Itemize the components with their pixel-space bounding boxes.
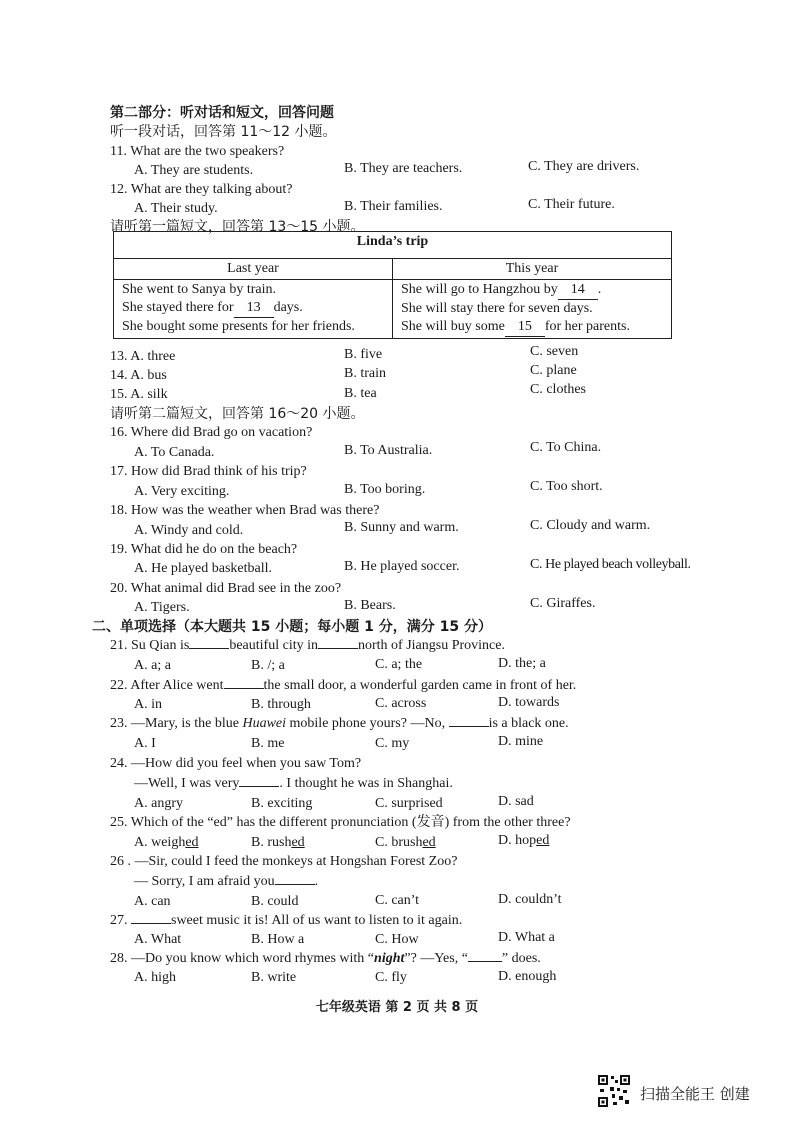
q15-option-c: C. clothes	[530, 382, 586, 397]
q27-option-a: A. What	[134, 932, 182, 947]
q18-option-b: B. Sunny and warm.	[344, 520, 459, 535]
table-col-this-year: This year	[393, 259, 672, 280]
table-left-cell	[114, 280, 393, 339]
q24-blank	[239, 786, 279, 787]
right-row-1: She will go to Hangzhou by 14 .	[401, 281, 663, 300]
passage1-intro: 请听第一篇短文，回答第 13～15 小题。	[110, 219, 365, 235]
q20-stem: 20. What animal did Brad see in the zoo?	[110, 581, 342, 596]
q15-option-b: B. tea	[344, 386, 377, 401]
q21-blank-2	[318, 648, 358, 649]
q16-option-a: A. To Canada.	[134, 445, 215, 460]
q21-option-b: B. /; a	[251, 658, 285, 673]
q26-option-b: B. could	[251, 894, 299, 909]
q11-option-c: C. They are drivers.	[528, 159, 640, 174]
q21-option-d: D. the; a	[498, 656, 546, 671]
q21-blank-1	[189, 648, 229, 649]
q24-option-c: C. surprised	[375, 796, 443, 811]
q27-option-b: B. How a	[251, 932, 305, 947]
q24-option-b: B. exciting	[251, 796, 313, 811]
q20-option-b: B. Bears.	[344, 598, 396, 613]
table-title: Linda’s trip	[114, 232, 672, 259]
qr-code-icon	[597, 1074, 631, 1108]
q19-option-a: A. He played basketball.	[134, 561, 273, 576]
q26-blank	[275, 884, 315, 885]
q16-option-c: C. To China.	[530, 440, 602, 455]
left-row-1: She went to Sanya by train.	[122, 282, 276, 297]
q15-option-a: 15. A. silk	[110, 387, 168, 402]
q23-brand: Huawei	[242, 716, 287, 731]
q28-word: night	[374, 951, 405, 966]
q22-stem: 22. After Alice went the small door, a wonderful garden came in front of her.	[110, 678, 577, 693]
q14-option-b: B. train	[344, 366, 386, 381]
left-row-3: She bought some presents for her friends.	[122, 319, 355, 334]
q18-option-c: C. Cloudy and warm.	[530, 518, 651, 533]
q23-option-b: B. me	[251, 736, 285, 751]
q21-stem: 21. Su Qian is beautiful city in north of Jiangsu Province.	[110, 638, 505, 653]
q25-stem: 25. Which of the “ed” has the different pronunciation (发音) from the other three?	[110, 815, 571, 830]
q23-option-d: D. mine	[498, 734, 544, 749]
q18-stem: 18. How was the weather when Brad was there?	[110, 503, 380, 518]
q25-option-a: A. weighed	[134, 835, 199, 850]
right-row-2: She will stay there for seven days.	[401, 301, 593, 316]
q11-option-a: A. They are students.	[134, 163, 254, 178]
q19-option-c: C. He played beach volleyball.	[530, 557, 691, 572]
q17-option-c: C. Too short.	[530, 479, 603, 494]
q26-option-a: A. can	[134, 894, 171, 909]
q20-option-a: A. Tigers.	[134, 600, 190, 615]
q22-option-d: D. towards	[498, 695, 560, 710]
q23-stem: 23. —Mary, is the blue Huawei mobile phone yours? —No, is a black one.	[110, 716, 569, 731]
part2-title: 第二部分：听对话和短文，回答问题	[110, 105, 334, 121]
q17-option-b: B. Too boring.	[344, 482, 426, 497]
q28-option-c: C. fly	[375, 970, 407, 985]
q13-option-c: C. seven	[530, 344, 579, 359]
q18-option-a: A. Windy and cold.	[134, 523, 244, 538]
q25-option-b: B. rushed	[251, 835, 305, 850]
q19-option-b: B. He played soccer.	[344, 559, 460, 574]
q24-line2: —Well, I was very . I thought he was in Shanghai.	[134, 776, 453, 791]
q26-line2: — Sorry, I am afraid you .	[134, 874, 319, 889]
q12-stem: 12. What are they talking about?	[110, 182, 293, 197]
linda-trip-table	[113, 231, 672, 339]
q26-line1: 26 . —Sir, could I feed the monkeys at Hongshan Forest Zoo?	[110, 854, 458, 869]
left-row-2: She stayed there for 13 days.	[122, 299, 384, 318]
q27-option-d: D. What a	[498, 930, 555, 945]
table-col-last-year: Last year	[114, 259, 393, 280]
q23-blank	[449, 726, 489, 727]
single-choice-title: 二、单项选择（本大题共 15 小题；每小题 1 分，满分 15 分）	[92, 619, 492, 635]
q23-option-a: A. I	[134, 736, 156, 751]
q28-option-b: B. write	[251, 970, 297, 985]
q24-line1: 24. —How did you feel when you saw Tom?	[110, 756, 362, 771]
q21-option-a: A. a; a	[134, 658, 171, 673]
q17-stem: 17. How did Brad think of his trip?	[110, 464, 307, 479]
q28-blank	[468, 961, 502, 962]
q11-stem: 11. What are the two speakers?	[110, 144, 285, 159]
blank-14: 14	[558, 281, 598, 300]
blank-13: 13	[234, 299, 274, 318]
q27-stem: 27. sweet music it is! All of us want to listen to it again.	[110, 913, 463, 928]
q28-option-d: D. enough	[498, 969, 557, 984]
passage2-intro: 请听第二篇短文，回答第 16～20 小题。	[110, 406, 365, 422]
q26-option-d: D. couldn’t	[498, 892, 562, 907]
q22-blank	[224, 688, 264, 689]
q24-option-a: A. angry	[134, 796, 183, 811]
q14-option-c: C. plane	[530, 363, 577, 378]
q19-stem: 19. What did he do on the beach?	[110, 542, 298, 557]
q12-option-c: C. Their future.	[528, 197, 615, 212]
q22-option-b: B. through	[251, 697, 311, 712]
q22-option-a: A. in	[134, 697, 162, 712]
scanner-brand: 扫描全能王 创建	[640, 1085, 750, 1103]
q11-option-b: B. They are teachers.	[344, 161, 463, 176]
q12-option-b: B. Their families.	[344, 199, 443, 214]
table-right-cell	[393, 280, 672, 339]
q12-option-a: A. Their study.	[134, 201, 218, 216]
q20-option-c: C. Giraffes.	[530, 596, 596, 611]
page-footer: 七年级英语 第 2 页 共 8 页	[315, 1000, 479, 1015]
q23-option-c: C. my	[375, 736, 410, 751]
q16-stem: 16. Where did Brad go on vacation?	[110, 425, 313, 440]
q25-option-c: C. brushed	[375, 835, 436, 850]
q27-blank	[131, 923, 171, 924]
q16-option-b: B. To Australia.	[344, 443, 433, 458]
q27-option-c: C. How	[375, 932, 419, 947]
q28-stem: 28. —Do you know which word rhymes with “night”? —Yes, “ ” does.	[110, 951, 541, 966]
right-row-3: She will buy some 15 for her parents.	[401, 318, 663, 337]
q22-option-c: C. across	[375, 696, 427, 711]
q13-option-b: B. five	[344, 347, 383, 362]
q26-option-c: C. can’t	[375, 893, 420, 908]
q21-option-c: C. a; the	[375, 657, 423, 672]
q13-option-a: 13. A. three	[110, 349, 176, 364]
dialog-intro: 听一段对话，回答第 11～12 小题。	[110, 124, 337, 140]
q24-option-d: D. sad	[498, 794, 534, 809]
q17-option-a: A. Very exciting.	[134, 484, 230, 499]
q28-option-a: A. high	[134, 970, 176, 985]
blank-15: 15	[505, 318, 545, 337]
q14-option-a: 14. A. bus	[110, 368, 167, 383]
q25-option-d: D. hoped	[498, 833, 550, 848]
